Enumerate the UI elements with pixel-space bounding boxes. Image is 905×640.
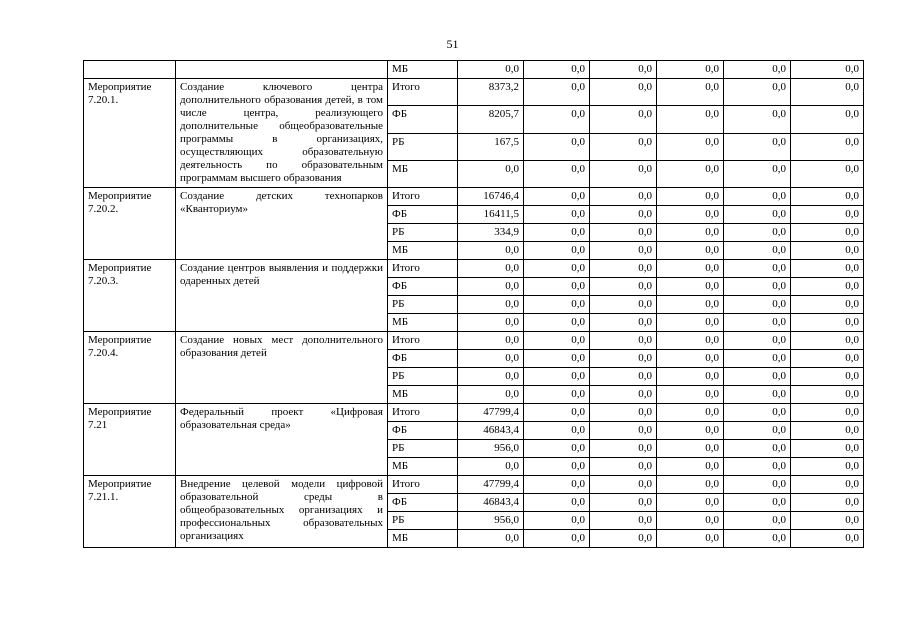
amount-cell: 0,0 xyxy=(458,296,524,314)
amount-cell: 0,0 xyxy=(590,296,657,314)
amount-cell: 0,0 xyxy=(791,350,864,368)
event-description-cell xyxy=(176,61,388,79)
amount-cell: 0,0 xyxy=(657,160,724,187)
amount-cell: 0,0 xyxy=(590,206,657,224)
amount-cell: 0,0 xyxy=(657,332,724,350)
amount-cell: 0,0 xyxy=(657,242,724,260)
amount-cell: 0,0 xyxy=(657,368,724,386)
funding-source-cell: МБ xyxy=(388,242,458,260)
amount-cell: 0,0 xyxy=(524,404,590,422)
funding-source-cell: ФБ xyxy=(388,106,458,133)
amount-cell: 0,0 xyxy=(590,368,657,386)
funding-source-cell: Итого xyxy=(388,404,458,422)
amount-cell: 0,0 xyxy=(524,422,590,440)
amount-cell: 0,0 xyxy=(590,188,657,206)
amount-cell: 0,0 xyxy=(724,530,791,548)
amount-cell: 0,0 xyxy=(657,188,724,206)
amount-cell: 0,0 xyxy=(524,206,590,224)
amount-cell: 0,0 xyxy=(590,476,657,494)
event-name-cell: Мероприятие 7.21 xyxy=(84,404,176,476)
amount-cell: 0,0 xyxy=(724,476,791,494)
amount-cell: 0,0 xyxy=(458,332,524,350)
event-description-cell: Создание новых мест дополнительного образования детей xyxy=(176,332,388,404)
amount-cell: 0,0 xyxy=(724,422,791,440)
amount-cell: 0,0 xyxy=(657,296,724,314)
amount-cell: 0,0 xyxy=(724,296,791,314)
amount-cell: 0,0 xyxy=(791,296,864,314)
amount-cell: 0,0 xyxy=(657,404,724,422)
amount-cell: 0,0 xyxy=(724,61,791,79)
amount-cell: 0,0 xyxy=(724,242,791,260)
amount-cell: 0,0 xyxy=(590,260,657,278)
event-name-cell: Мероприятие 7.20.2. xyxy=(84,188,176,260)
amount-cell: 0,0 xyxy=(458,278,524,296)
amount-cell: 46843,4 xyxy=(458,494,524,512)
amount-cell: 0,0 xyxy=(590,242,657,260)
amount-cell: 47799,4 xyxy=(458,404,524,422)
amount-cell: 16411,5 xyxy=(458,206,524,224)
amount-cell: 0,0 xyxy=(657,422,724,440)
funding-source-cell: РБ xyxy=(388,440,458,458)
amount-cell: 0,0 xyxy=(791,260,864,278)
amount-cell: 0,0 xyxy=(590,494,657,512)
amount-cell: 0,0 xyxy=(590,79,657,106)
funding-source-cell: РБ xyxy=(388,368,458,386)
amount-cell: 334,9 xyxy=(458,224,524,242)
amount-cell: 0,0 xyxy=(791,224,864,242)
amount-cell: 0,0 xyxy=(590,350,657,368)
funding-source-cell: МБ xyxy=(388,160,458,187)
funding-source-cell: МБ xyxy=(388,386,458,404)
amount-cell: 0,0 xyxy=(524,61,590,79)
amount-cell: 0,0 xyxy=(590,332,657,350)
amount-cell: 0,0 xyxy=(524,530,590,548)
funding-source-cell: МБ xyxy=(388,458,458,476)
amount-cell: 0,0 xyxy=(724,386,791,404)
amount-cell: 0,0 xyxy=(590,314,657,332)
amount-cell: 0,0 xyxy=(724,368,791,386)
amount-cell: 0,0 xyxy=(791,242,864,260)
funding-source-cell: РБ xyxy=(388,512,458,530)
table-row xyxy=(84,332,864,350)
funding-source-cell: МБ xyxy=(388,314,458,332)
amount-cell: 0,0 xyxy=(590,61,657,79)
amount-cell: 0,0 xyxy=(524,314,590,332)
amount-cell: 0,0 xyxy=(524,386,590,404)
amount-cell: 0,0 xyxy=(524,296,590,314)
amount-cell: 0,0 xyxy=(590,404,657,422)
funding-source-cell: МБ xyxy=(388,530,458,548)
amount-cell: 0,0 xyxy=(791,61,864,79)
amount-cell: 0,0 xyxy=(657,224,724,242)
amount-cell: 0,0 xyxy=(791,530,864,548)
amount-cell: 0,0 xyxy=(458,386,524,404)
event-description-cell: Создание центров выявления и поддержки одаренных детей xyxy=(176,260,388,332)
funding-source-cell: Итого xyxy=(388,79,458,106)
amount-cell: 0,0 xyxy=(590,224,657,242)
amount-cell: 0,0 xyxy=(791,79,864,106)
amount-cell: 0,0 xyxy=(524,242,590,260)
amount-cell: 0,0 xyxy=(657,61,724,79)
amount-cell: 0,0 xyxy=(657,133,724,160)
funding-source-cell: Итого xyxy=(388,332,458,350)
funding-source-cell: Итого xyxy=(388,188,458,206)
amount-cell: 0,0 xyxy=(657,494,724,512)
amount-cell: 0,0 xyxy=(657,106,724,133)
amount-cell: 0,0 xyxy=(657,476,724,494)
event-name-cell xyxy=(84,61,176,79)
amount-cell: 0,0 xyxy=(524,350,590,368)
table-row xyxy=(84,260,864,278)
amount-cell: 0,0 xyxy=(791,494,864,512)
amount-cell: 0,0 xyxy=(724,440,791,458)
amount-cell: 0,0 xyxy=(458,458,524,476)
amount-cell: 0,0 xyxy=(657,350,724,368)
amount-cell: 0,0 xyxy=(458,314,524,332)
amount-cell: 46843,4 xyxy=(458,422,524,440)
amount-cell: 0,0 xyxy=(524,224,590,242)
amount-cell: 0,0 xyxy=(657,530,724,548)
funding-source-cell: ФБ xyxy=(388,494,458,512)
amount-cell: 0,0 xyxy=(724,206,791,224)
funding-source-cell: РБ xyxy=(388,133,458,160)
amount-cell: 0,0 xyxy=(724,404,791,422)
amount-cell: 0,0 xyxy=(524,368,590,386)
amount-cell: 0,0 xyxy=(657,440,724,458)
funding-source-cell: ФБ xyxy=(388,206,458,224)
event-description-cell: Внедрение целевой модели цифровой образовательной среды в общеобразовательных организациях и профессиональных образовательных организациях xyxy=(176,476,388,548)
event-name-cell: Мероприятие 7.20.1. xyxy=(84,79,176,188)
event-name-cell: Мероприятие 7.21.1. xyxy=(84,476,176,548)
amount-cell: 0,0 xyxy=(524,106,590,133)
amount-cell: 0,0 xyxy=(724,332,791,350)
funding-source-cell: ФБ xyxy=(388,350,458,368)
amount-cell: 0,0 xyxy=(791,160,864,187)
amount-cell: 0,0 xyxy=(791,106,864,133)
amount-cell: 0,0 xyxy=(458,242,524,260)
amount-cell: 0,0 xyxy=(524,476,590,494)
amount-cell: 0,0 xyxy=(791,440,864,458)
amount-cell: 0,0 xyxy=(724,79,791,106)
amount-cell: 0,0 xyxy=(724,314,791,332)
amount-cell: 0,0 xyxy=(590,106,657,133)
amount-cell: 0,0 xyxy=(524,458,590,476)
amount-cell: 0,0 xyxy=(791,476,864,494)
amount-cell: 0,0 xyxy=(590,458,657,476)
amount-cell: 0,0 xyxy=(791,422,864,440)
amount-cell: 0,0 xyxy=(791,278,864,296)
amount-cell: 0,0 xyxy=(590,530,657,548)
amount-cell: 0,0 xyxy=(458,350,524,368)
amount-cell: 0,0 xyxy=(657,79,724,106)
amount-cell: 0,0 xyxy=(590,422,657,440)
amount-cell: 0,0 xyxy=(657,260,724,278)
amount-cell: 0,0 xyxy=(724,106,791,133)
amount-cell: 0,0 xyxy=(524,188,590,206)
amount-cell: 0,0 xyxy=(524,440,590,458)
funding-source-cell: РБ xyxy=(388,224,458,242)
amount-cell: 0,0 xyxy=(791,133,864,160)
event-description-cell: Федеральный проект «Цифровая образовательная среда» xyxy=(176,404,388,476)
amount-cell: 0,0 xyxy=(524,160,590,187)
amount-cell: 16746,4 xyxy=(458,188,524,206)
amount-cell: 0,0 xyxy=(458,61,524,79)
amount-cell: 0,0 xyxy=(791,188,864,206)
amount-cell: 0,0 xyxy=(524,133,590,160)
amount-cell: 0,0 xyxy=(657,314,724,332)
amount-cell: 0,0 xyxy=(724,160,791,187)
amount-cell: 0,0 xyxy=(724,133,791,160)
amount-cell: 0,0 xyxy=(524,79,590,106)
amount-cell: 0,0 xyxy=(791,458,864,476)
amount-cell: 0,0 xyxy=(791,332,864,350)
amount-cell: 8373,2 xyxy=(458,79,524,106)
amount-cell: 0,0 xyxy=(724,278,791,296)
funding-source-cell: Итого xyxy=(388,260,458,278)
amount-cell: 0,0 xyxy=(524,494,590,512)
event-name-cell: Мероприятие 7.20.4. xyxy=(84,332,176,404)
amount-cell: 0,0 xyxy=(724,512,791,530)
amount-cell: 0,0 xyxy=(724,458,791,476)
amount-cell: 0,0 xyxy=(524,512,590,530)
amount-cell: 0,0 xyxy=(590,278,657,296)
funding-source-cell: РБ xyxy=(388,296,458,314)
amount-cell: 0,0 xyxy=(458,160,524,187)
amount-cell: 0,0 xyxy=(524,260,590,278)
amount-cell: 0,0 xyxy=(724,350,791,368)
event-description-cell: Создание детских технопарков «Кванториум» xyxy=(176,188,388,260)
funding-source-cell: ФБ xyxy=(388,422,458,440)
amount-cell: 0,0 xyxy=(657,512,724,530)
amount-cell: 0,0 xyxy=(590,440,657,458)
amount-cell: 0,0 xyxy=(791,368,864,386)
amount-cell: 0,0 xyxy=(458,368,524,386)
amount-cell: 956,0 xyxy=(458,512,524,530)
table-body xyxy=(84,61,864,548)
event-name-cell: Мероприятие 7.20.3. xyxy=(84,260,176,332)
amount-cell: 0,0 xyxy=(590,512,657,530)
amount-cell: 0,0 xyxy=(791,314,864,332)
amount-cell: 0,0 xyxy=(791,404,864,422)
amount-cell: 47799,4 xyxy=(458,476,524,494)
amount-cell: 0,0 xyxy=(657,278,724,296)
amount-cell: 0,0 xyxy=(657,206,724,224)
amount-cell: 0,0 xyxy=(590,133,657,160)
amount-cell: 0,0 xyxy=(791,512,864,530)
table-row xyxy=(84,61,864,79)
amount-cell: 167,5 xyxy=(458,133,524,160)
funding-source-cell: ФБ xyxy=(388,278,458,296)
table-row xyxy=(84,79,864,106)
amount-cell: 0,0 xyxy=(724,224,791,242)
amount-cell: 0,0 xyxy=(524,278,590,296)
amount-cell: 0,0 xyxy=(724,494,791,512)
amount-cell: 0,0 xyxy=(524,332,590,350)
amount-cell: 0,0 xyxy=(724,188,791,206)
amount-cell: 956,0 xyxy=(458,440,524,458)
amount-cell: 0,0 xyxy=(657,386,724,404)
funding-source-cell: Итого xyxy=(388,476,458,494)
table-row xyxy=(84,404,864,422)
funding-source-cell: МБ xyxy=(388,61,458,79)
amount-cell: 0,0 xyxy=(458,530,524,548)
page-number: 51 xyxy=(446,37,459,51)
event-description-cell: Создание ключевого центра дополнительного образования детей, в том числе центра, реализующего дополнительные общеобразовательные программы в организациях, осуществляющих образовательную деятельность по образовательным программам высшего образования xyxy=(176,79,388,188)
amount-cell: 0,0 xyxy=(724,260,791,278)
amount-cell: 0,0 xyxy=(590,160,657,187)
table-row xyxy=(84,188,864,206)
budget-table xyxy=(83,60,864,548)
amount-cell: 0,0 xyxy=(791,206,864,224)
amount-cell: 0,0 xyxy=(791,386,864,404)
amount-cell: 0,0 xyxy=(458,260,524,278)
amount-cell: 0,0 xyxy=(590,386,657,404)
amount-cell: 0,0 xyxy=(657,458,724,476)
amount-cell: 8205,7 xyxy=(458,106,524,133)
table-row xyxy=(84,476,864,494)
